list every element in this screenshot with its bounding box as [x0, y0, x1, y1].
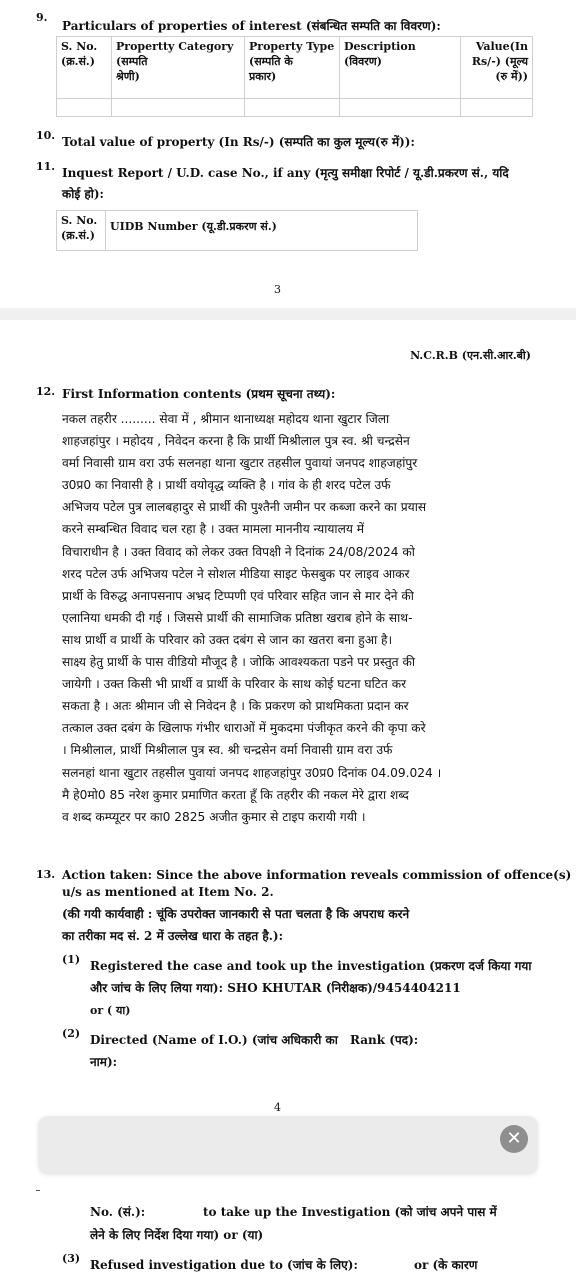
section-11-line1: Inquest Report / U.D. case No., if any (मृत्यु समीक्षा रिपोर्ट / यू.डी.प्रकरण सं., यदि [62, 166, 509, 180]
col-description: Description (विवरण) [340, 37, 461, 99]
overlay-popup [38, 1116, 538, 1174]
section-12-number: 12. [36, 385, 56, 398]
ud-col-sno: S. No. (क्र.सं.) [57, 211, 106, 251]
col-sno: S. No. (क्र.सं.) [57, 37, 112, 99]
section-10-text: Total value of property (In Rs/-) (सम्पति का कुल मूल्य(रु में)): [62, 135, 415, 149]
section-11-line2: कोई हो): [62, 187, 104, 201]
section-13-line1: Action taken: Since the above information reveals commission of offence(s) [62, 868, 572, 882]
section-9-title: Particulars of properties of interest (संबन्धित सम्पति का विवरण): [62, 19, 441, 33]
item-3-number: (3) [62, 1252, 81, 1265]
section-13-line3: (की गयी कार्यवाही : चूंकि उपरोक्त जानकारी से पता चलता है कि अपराध करने [62, 907, 410, 921]
item-3-or: or (के कारण [414, 1258, 478, 1272]
item-2-number: (2) [62, 1027, 81, 1040]
item-2-text: Directed (Name of I.O.) (जांच अधिकारी का [90, 1033, 338, 1047]
table-row [57, 99, 533, 117]
page-separator [0, 308, 576, 320]
item-2-line2: नाम): [90, 1055, 118, 1069]
no-label: No. (सं.): [90, 1205, 146, 1219]
page-number-3: 3 [274, 283, 281, 296]
section-13-number: 13. [36, 868, 56, 881]
ud-case-table [56, 210, 418, 251]
item-2-rank: Rank (पद): [350, 1033, 419, 1047]
col-category: Propertty Category (सम्पति श्रेणी) [112, 37, 245, 99]
item-3-text: Refused investigation due to (जांच के लिए): [90, 1258, 358, 1272]
section-10-number: 10. [36, 129, 56, 142]
take-up-investigation-line2: लेने के लिए निर्देश दिया गया) or (या) [90, 1228, 264, 1242]
divider-mark [36, 1190, 40, 1191]
ud-col-uidb: UIDB Number (यू.डी.प्रकरण सं.) [106, 211, 418, 251]
section-11-number: 11. [36, 160, 56, 173]
section-13-line2: u/s as mentioned at Item No. 2. [62, 885, 274, 899]
section-9-number: 9. [36, 11, 48, 24]
item-1-line2: और जांच के लिए लिया गया): SHO KHUTAR (निरीक्षक)/9454404211 [90, 981, 461, 995]
section-13-line4: का तरीका मद सं. 2 में उल्लेख धारा के तहत है.): [62, 929, 284, 943]
item-1-or: or ( या) [90, 1004, 131, 1017]
section-12-title: First Information contents (प्रथम सूचना तथ्य): [62, 387, 336, 401]
item-1-number: (1) [62, 953, 81, 966]
col-type: Property Type (सम्पति के प्रकार) [245, 37, 340, 99]
page-number-4: 4 [274, 1101, 281, 1114]
property-table [56, 36, 533, 117]
take-up-investigation: to take up the Investigation (को जांच अपने पास में [203, 1205, 497, 1219]
col-value: Value(In Rs/-) (मूल्य (रु में)) [461, 37, 533, 99]
item-1-line1: Registered the case and took up the investigation (प्रकरण दर्ज किया गया [90, 959, 532, 973]
ncrb-header: N.C.R.B (एन.सी.आर.बी) [410, 349, 531, 362]
fir-contents: नकल तहरीर ......... सेवा में , श्रीमान थानाध्यक्ष महोदय थाना खुटार जिला शाहजहांपुर । महोदय , निवेदन करना है कि प्रार्थी मिश्रीलाल पुत्र स्व. श्री चन्द्रसेन वर्मा निवासी ग्राम वरा उर्फ सलनहा थाना खुटार तहसील पुवायां जनपद शाहजहांपुर उ0प्र0 का निवासी है । प्रार्थी वयोवृद्ध व्यक्ति है । गांव के ही शरद पटेल उर्फ अभिजय पटेल पुत्र लालबहादुर से प्रार्थी की पुश्तैनी जमीन पर कब्जा करने का प्रयास करने सम्बन्धित विवाद चल रहा है । उक्त मामला माननीय न्यायालय में विचाराधीन है । उक्त विवाद को लेकर उक्त विपक्षी ने दिनांक 24/08/2024 को शरद पटेल उर्फ अभिजय पटेल ने सोशल मीडिया साइट फेसबुक पर लाइव आकर प्रार्थी के विरुद्ध अनापसनाप अभ्रद टिप्पणी एवं परिवार सहित जान से मार देने की एलानिया धमकी दी गई । जिससे प्रार्थी की सामाजिक प्रतिष्ठा खराब होने के साथ- साथ प्रार्थी व प्रार्थी के परिवार को उक्त दबंग से जान का खतरा बना हुआ है। साक्ष्य हेतु प्रार्थी के पास वीडियो मौजूद है । जोकि आवश्यकता पडने पर प्रस्तुत की जायेगी । उक्त किसी भी प्रार्थी व प्रार्थी के परिवार के साथ कोई घटना घटित कर सकता है । अतः श्रीमान जी से निवेदन है । कि प्रकरण को प्राथमिकता प्रदान कर तत्काल उक्त दबंग के खिलाफ गंभीर धाराओं में मुकदमा पंजीकृत करने की कृपा करे । मिश्रीलाल, प्रार्थी मिश्रीलाल पुत्र स्व. श्री चन्द्रसेन वर्मा निवासी ग्राम वरा उर्फ सलनहां थाना खुटार तहसील पुवायां जनपद शाहजहांपुर उ0प्र0 दिनांक 04.09.024 । मै हे0मो0 85 नरेश कुमार प्रमाणित करता हूँ कि तहरीर की नकल मेरे द्वारा शब्द व शब्द कम्प्यूटर पर का0 2825 अजीत कुमार से टाइप करायी गयी । [62, 412, 442, 824]
close-icon[interactable]: ✕ [500, 1125, 528, 1153]
